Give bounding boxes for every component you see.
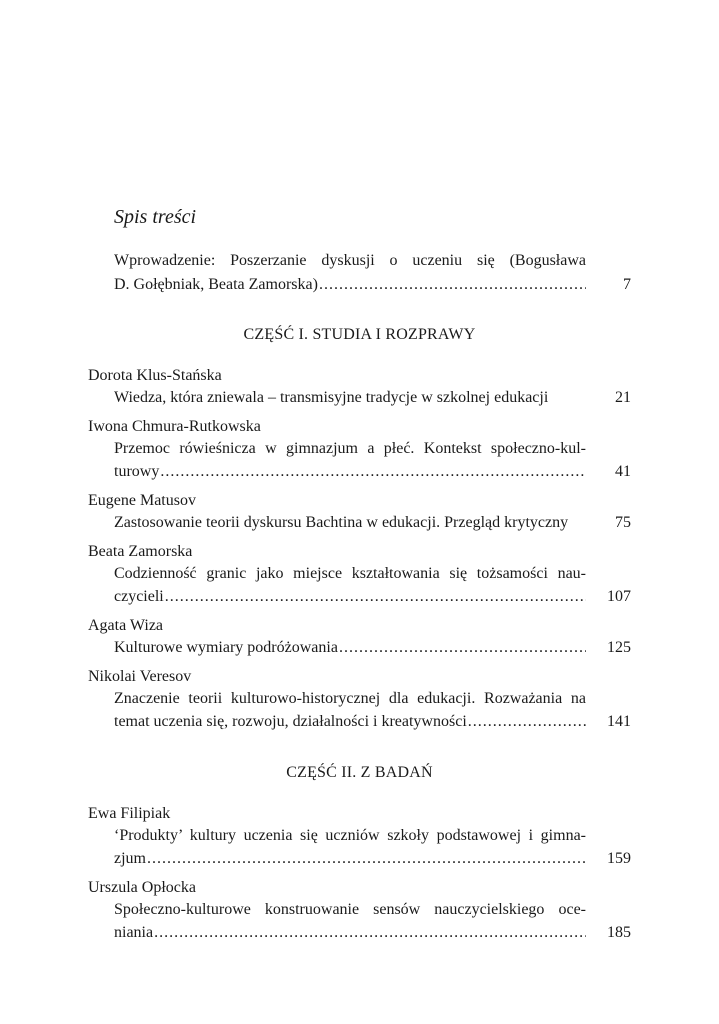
- entry-page-number: 159: [607, 850, 631, 867]
- entry-author: Ewa Filipiak: [88, 805, 171, 822]
- entry-author: Agata Wiza: [88, 617, 164, 634]
- entry-title-line: [114, 711, 586, 732]
- entry-page-number: 185: [607, 924, 631, 941]
- leader-dots: [319, 274, 586, 295]
- entry-title-text: czycieli: [114, 588, 164, 605]
- entry-title-line: [114, 387, 586, 408]
- intro-title-line-1: Wprowadzenie: Poszerzanie dyskusji o uczeniu się (Bogusława: [114, 252, 586, 269]
- entry-title-line: Przemoc rówieśnicza w gimnazjum a płeć. Kontekst społeczno-kul-: [114, 440, 586, 457]
- entry-page-number: 141: [607, 713, 631, 730]
- entry-author: Urszula Opłocka: [88, 879, 196, 896]
- entry-page-number: 107: [607, 588, 631, 605]
- entry-title-text: Wiedza, która zniewala – transmisyjne tradycje w szkolnej edukacji: [114, 389, 549, 406]
- entry-title-line: ‘Produkty’ kultury uczenia się uczniów szkoły podstawowej i gimna-: [114, 827, 586, 844]
- entry-title-text: Kulturowe wymiary podróżowania: [114, 639, 338, 656]
- entry-author: Dorota Klus-Stańska: [88, 367, 222, 384]
- entry-title-line: Społeczno-kulturowe konstruowanie sensów nauczycielskiego oce-: [114, 901, 586, 918]
- entry-author: Eugene Matusov: [88, 492, 196, 509]
- leader-dots: [154, 922, 586, 943]
- entry-title-line: [114, 637, 586, 658]
- leader-dots: [468, 711, 586, 732]
- entry-page-number: 75: [615, 514, 631, 531]
- entry-author: Beata Zamorska: [88, 543, 193, 560]
- entry-author: Iwona Chmura-Rutkowska: [88, 418, 261, 435]
- entry-title-line: [114, 461, 586, 482]
- entry-title-line: Znaczenie teorii kulturowo-historycznej dla edukacji. Rozważania na: [114, 690, 586, 707]
- entry-title-line: [114, 586, 586, 607]
- entry-title-line: [114, 848, 586, 869]
- intro-title-line-2: [114, 274, 586, 295]
- intro-page-number: 7: [623, 276, 631, 293]
- part-1-title: CZĘŚĆ I. STUDIA I ROZPRAWY: [243, 326, 476, 343]
- entry-title-text: zjum: [114, 850, 146, 867]
- toc-title: Spis treści: [114, 206, 197, 228]
- leader-dots: [165, 586, 586, 607]
- entry-page-number: 41: [615, 463, 631, 480]
- entry-title-text: temat uczenia się, rozwoju, działalności i kreatywności: [114, 713, 467, 730]
- entry-title-line: [114, 512, 586, 533]
- entry-page-number: 125: [607, 639, 631, 656]
- entry-author: Nikolai Veresov: [88, 668, 192, 685]
- leader-dots: [160, 461, 586, 482]
- leader-dots: [339, 637, 586, 658]
- part-2-title: CZĘŚĆ II. Z BADAŃ: [286, 764, 433, 781]
- entry-title-text: turowy: [114, 463, 160, 480]
- entry-title-text: Zastosowanie teorii dyskursu Bachtina w edukacji. Przegląd krytyczny: [114, 514, 569, 531]
- entry-title-line: [114, 922, 586, 943]
- intro-title-line-2-text: D. Gołębniak, Beata Zamorska): [114, 276, 318, 293]
- entry-title-line: Codzienność granic jako miejsce kształtowania się tożsamości nau-: [114, 565, 586, 582]
- leader-dots: [147, 848, 586, 869]
- entry-page-number: 21: [615, 389, 631, 406]
- entry-title-text: niania: [114, 924, 154, 941]
